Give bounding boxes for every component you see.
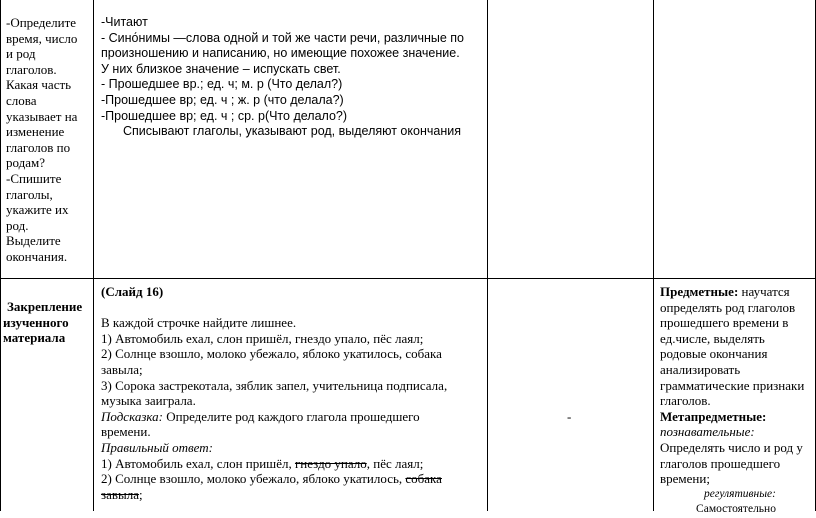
- exercise-item: 1) Автомобиль ехал, слон пришёл, гнездо упало, пёс лаял;: [101, 330, 424, 346]
- text-line: глаголов.: [6, 61, 57, 77]
- exercise-item: 2) Солнце взошло, молоко убежало, яблоко укатилось, собака: [101, 346, 442, 362]
- row2-learning-outcomes: [660, 284, 812, 518]
- struck-word: гнездо упало: [294, 455, 367, 471]
- text-line: времени;: [660, 471, 710, 487]
- text-line: родовые окончания: [660, 346, 768, 362]
- answer-item: [101, 456, 486, 472]
- subject-results: [660, 284, 812, 300]
- text-line: указывает на: [6, 108, 78, 124]
- row1-student-activity: [101, 15, 486, 140]
- text-line: изменение: [6, 124, 65, 140]
- table-border-col1: [93, 0, 94, 511]
- text-line: анализировать: [660, 361, 741, 377]
- text-line: -Прошедшее вр; ед. ч ; ср. р(Что делало?): [101, 108, 348, 123]
- text-line: Закрепление: [7, 299, 83, 314]
- hint: [101, 409, 486, 425]
- regulatory-label: регулятивные:: [704, 487, 776, 500]
- text-line: род.: [6, 217, 29, 233]
- text-line: глаголов прошедшего: [660, 455, 781, 471]
- table-border-col3: [653, 0, 654, 511]
- answer-text: ;: [139, 486, 143, 502]
- text-line: и род: [6, 46, 36, 62]
- text-line: - Прошедшее вр.; ед. ч; м. р (Что делал?): [101, 77, 343, 92]
- row2-col3-dash: -: [567, 409, 572, 424]
- text-line: Выделите: [6, 233, 61, 249]
- text-line: окончания.: [6, 248, 68, 264]
- text-line: грамматические признаки: [660, 377, 805, 393]
- slide-label: (Слайд 16): [101, 284, 164, 299]
- text-line: прошедшего времени в: [660, 315, 789, 331]
- meta-label: Метапредметные:: [660, 408, 767, 424]
- regulatory-text: Самостоятельно: [696, 503, 776, 516]
- text-line: глаголы,: [6, 186, 53, 202]
- text-line: время, число: [6, 30, 78, 46]
- table-row-divider: [0, 278, 816, 279]
- text-line: слова: [6, 92, 37, 108]
- hint-continuation: времени.: [101, 424, 151, 440]
- exercise-item: музыка заиграла.: [101, 393, 196, 409]
- text-line: -Прошедшее вр; ед. ч ; ж. р (что делала?): [101, 92, 344, 107]
- hint-label: Подсказка:: [101, 408, 163, 424]
- exercise-item: завыла;: [101, 361, 143, 377]
- text-line: Списывают глаголы, указывают род, выделяют окончания: [123, 124, 461, 139]
- struck-word: собака: [405, 471, 442, 487]
- text-line: -Определите: [6, 15, 77, 30]
- text-line: глаголов по: [6, 139, 71, 155]
- struck-word: завыла: [101, 486, 140, 502]
- text-line: -Читают: [101, 15, 148, 29]
- text-line: ед.числе, выделять: [660, 330, 765, 346]
- table-border-left: [0, 0, 1, 511]
- text-line: -Спишите: [6, 170, 62, 186]
- text-line: - Сино́нимы —слова одной и той же части речи, различные по: [101, 30, 465, 45]
- table-border-col2: [487, 0, 488, 511]
- row2-stage-title: [3, 299, 85, 346]
- text-line: укажите их: [6, 202, 69, 218]
- subject-label: Предметные:: [660, 284, 739, 299]
- subject-text: научатся: [738, 284, 790, 299]
- text-line: материала: [3, 330, 66, 346]
- text-line: Какая часть: [6, 77, 72, 93]
- answer-label: Правильный ответ:: [101, 439, 213, 455]
- text-line: определять род глаголов: [660, 299, 796, 315]
- answer-text: 2) Солнце взошло, молоко убежало, яблоко укатилось,: [101, 471, 406, 487]
- cognitive-label: познавательные:: [660, 424, 755, 440]
- exercise-item: 3) Сорока застрекотала, зяблик запел, учительница подписала,: [101, 377, 448, 393]
- text-line: изученного: [3, 314, 69, 330]
- answer-text: , пёс лаял;: [366, 455, 424, 471]
- answer-text: 1) Автомобиль ехал, слон пришёл,: [101, 455, 295, 471]
- answer-item: [101, 487, 486, 503]
- spacer: [101, 300, 486, 316]
- text-line: глаголов.: [660, 393, 711, 409]
- text-line: Определять число и род у: [660, 439, 803, 455]
- text-line: родам?: [6, 155, 46, 171]
- row2-exercise: [101, 284, 486, 502]
- answer-item: [101, 471, 486, 487]
- row1-teacher-instructions: [6, 15, 88, 265]
- text-line: У них близкое значение – испускать свет.: [101, 61, 341, 76]
- text-line: произношению и написанию, но имеющие похожее значение.: [101, 46, 460, 61]
- hint-text: Определите род каждого глагола прошедшего: [162, 408, 420, 424]
- task-text: В каждой строчке найдите лишнее.: [101, 315, 297, 331]
